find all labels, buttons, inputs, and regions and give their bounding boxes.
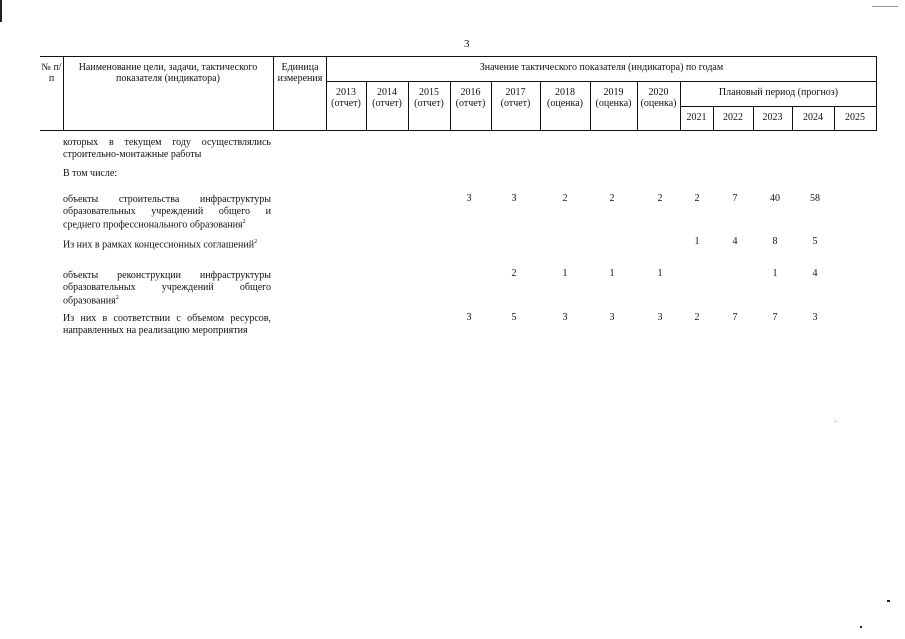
table-cell-2023: 1 [772,268,778,279]
table-cell-2023: 8 [772,236,778,247]
rule [40,56,877,57]
table-cell-2021: 1 [694,236,700,247]
scan-speck [887,600,890,602]
table-cell-2024: 3 [812,312,818,323]
rule [40,130,877,131]
year-note: (оценка) [640,98,677,109]
row-label-text: Из них в рамках концессионных соглашений [63,239,255,251]
year-header-2017 [491,87,540,109]
table-cell-2020: 3 [657,312,663,323]
year-label: 2018 [555,87,575,98]
row-label-text: которых в текущем году осуществлялись строительно-монтажные работы [63,137,271,160]
table-cell-2019: 2 [609,193,615,204]
year-header-2015 [408,87,450,109]
year-note: (оценка) [595,98,632,109]
table-cell-2022: 7 [732,193,738,204]
col-values-header: Значение тактического показателя (индикатора) по годам [479,62,724,73]
plan-year-2024: 2024 [803,112,823,123]
year-header-2018 [540,87,590,109]
row-label [63,137,271,160]
year-label: 2020 [648,87,669,98]
year-header-2013 [326,87,366,109]
year-header-2014 [366,87,408,109]
plan-year-2025: 2025 [845,112,865,123]
table-cell-2024: 58 [810,193,820,204]
plan-year-2022: 2022 [723,112,743,123]
year-label: 2016 [460,87,481,98]
row-label [63,194,271,231]
table-cell-2021: 2 [694,312,700,323]
col-num-header: № п/п [41,62,62,84]
plan-year-2021: 2021 [686,112,707,123]
year-label: 2017 [505,87,526,98]
table-cell-2023: 7 [772,312,778,323]
row-label-text: В том числе: [63,168,118,179]
page-number: 3 [464,38,470,50]
row-label [63,237,271,251]
table-cell-2022: 7 [732,312,738,323]
footnote-marker: 2 [242,219,246,225]
table-header [40,56,877,131]
table-cell-2016: 3 [466,193,472,204]
col-unit-header: Единица измерения [277,62,323,84]
year-note: (отчет) [372,98,402,109]
year-header-2016 [450,87,491,109]
plan-year-2023: 2023 [762,112,783,123]
year-label: 2015 [419,87,439,98]
table-cell-2020: 1 [657,268,663,279]
table-cell-2024: 4 [812,268,818,279]
year-note: (отчет) [455,98,486,109]
row-label-text: объекты строительства инфраструктуры образовательных учреждений общего и среднего профессионального образования [63,194,271,231]
table-cell-2019: 1 [609,268,615,279]
planned-period-header: Плановый период (прогноз) [718,87,839,98]
table-cell-2018: 2 [562,193,568,204]
year-note: (оценка) [547,98,583,109]
year-note: (отчет) [414,98,444,109]
table-cell-2016: 3 [466,312,472,323]
table-cell-2018: 3 [562,312,568,323]
scan-speck [860,626,862,628]
col-name-header: Наименование цели, задачи, тактического показателя (индикатора) [78,62,258,84]
table-cell-2017: 2 [511,268,517,279]
table-cell-2020: 2 [657,193,663,204]
table-cell-2023: 40 [770,193,780,204]
table-cell-2017: 3 [511,193,517,204]
scan-mark-top-right [872,6,898,7]
table-cell-2019: 3 [609,312,615,323]
table-cell-2017: 5 [511,312,517,323]
year-note: (отчет) [331,98,361,109]
year-label: 2019 [603,87,624,98]
year-note: (отчет) [500,98,531,109]
year-header-2020 [637,87,680,109]
table-cell-2018: 1 [562,268,568,279]
row-label [63,270,271,307]
table-cell-2024: 5 [812,236,818,247]
year-label: 2013 [336,87,356,98]
table-cell-2022: 4 [732,236,738,247]
rule [680,106,877,107]
year-label: 2014 [377,87,397,98]
row-label-text: объекты реконструкции инфраструктуры образовательных учреждений общего образования [63,270,271,307]
row-label [63,313,271,336]
table-cell-2021: 2 [694,193,700,204]
footnote-marker: 2 [254,239,258,245]
year-header-2019 [590,87,637,109]
row-label [63,168,271,180]
scan-speck [835,421,836,422]
footnote-marker: 2 [115,295,119,301]
scan-mark-left [0,0,2,22]
row-label-text: Из них в соответствии с объемом ресурсов, направленных на реализацию мероприятия [63,313,271,336]
rule [63,56,64,131]
